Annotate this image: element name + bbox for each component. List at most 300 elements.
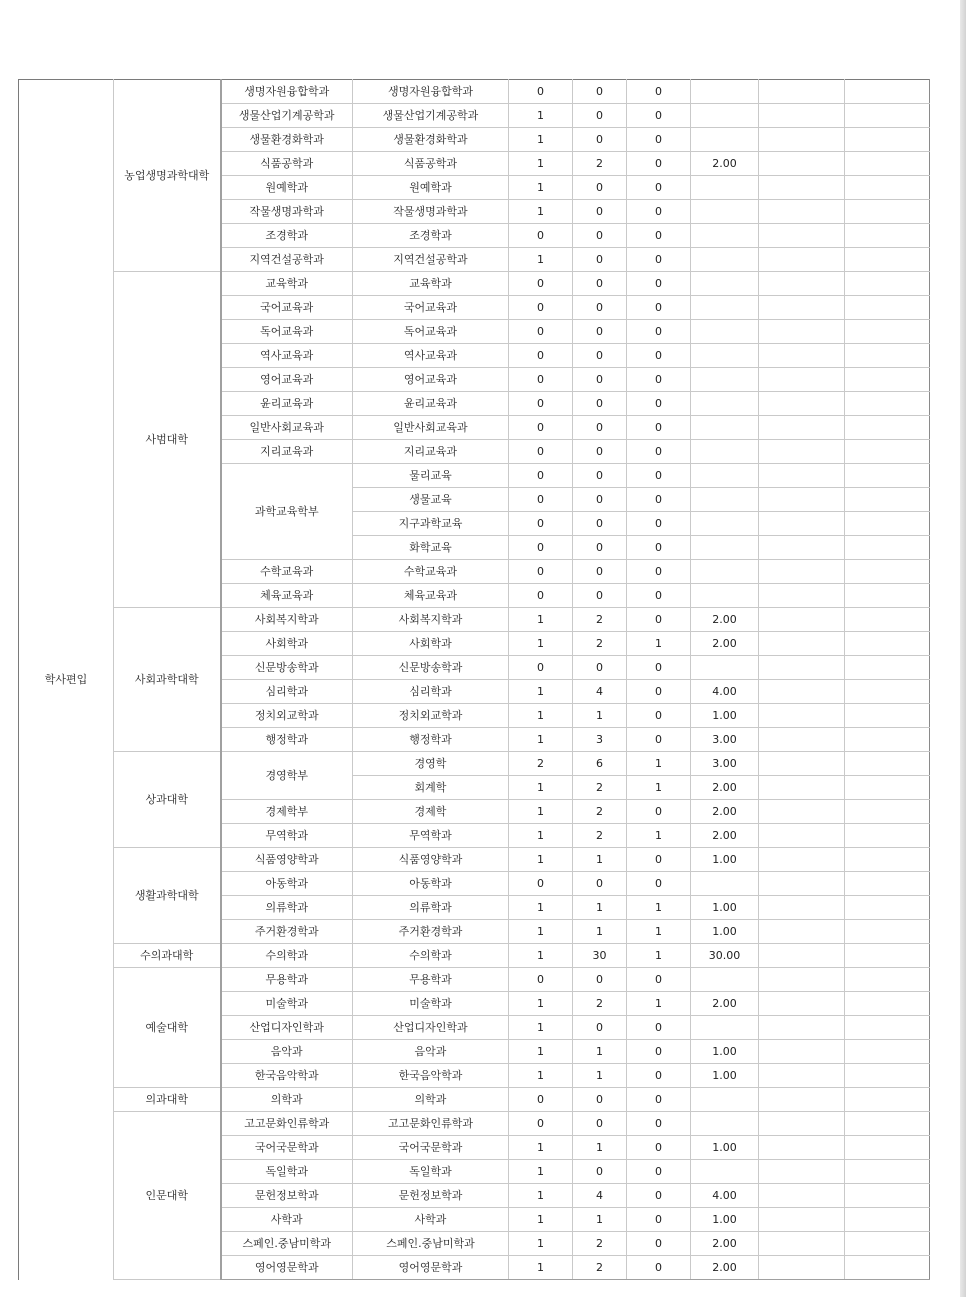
competition-ratio-cell	[691, 1016, 759, 1040]
quota-cell: 0	[509, 968, 573, 992]
major-cell: 신문방송학과	[353, 656, 509, 680]
major-cell: 식품공학과	[353, 152, 509, 176]
empty-cell	[845, 776, 930, 800]
quota-cell: 0	[509, 416, 573, 440]
competition-ratio-cell	[691, 320, 759, 344]
table-row	[19, 848, 930, 872]
empty-cell	[759, 536, 845, 560]
empty-cell	[845, 488, 930, 512]
empty-cell	[845, 296, 930, 320]
competition-ratio-cell	[691, 248, 759, 272]
empty-cell	[845, 440, 930, 464]
empty-cell	[845, 608, 930, 632]
major-cell: 지구과학교육	[353, 512, 509, 536]
passers-cell: 1	[627, 776, 691, 800]
department-cell: 의학과	[221, 1088, 353, 1112]
department-cell: 의류학과	[221, 896, 353, 920]
quota-cell: 1	[509, 1040, 573, 1064]
empty-cell	[759, 800, 845, 824]
competition-ratio-cell	[691, 80, 759, 104]
major-cell: 의류학과	[353, 896, 509, 920]
passers-cell: 0	[627, 296, 691, 320]
passers-cell: 1	[627, 920, 691, 944]
quota-cell: 0	[509, 368, 573, 392]
competition-ratio-cell: 3.00	[691, 752, 759, 776]
applicants-cell: 0	[573, 200, 627, 224]
department-cell: 정치외교학과	[221, 704, 353, 728]
empty-cell	[759, 392, 845, 416]
quota-cell: 0	[509, 536, 573, 560]
empty-cell	[759, 176, 845, 200]
applicants-cell: 0	[573, 80, 627, 104]
college-cell: 인문대학	[114, 1112, 221, 1280]
applicants-cell: 0	[573, 1112, 627, 1136]
applicants-cell: 2	[573, 608, 627, 632]
department-cell: 경제학부	[221, 800, 353, 824]
quota-cell: 1	[509, 896, 573, 920]
empty-cell	[759, 560, 845, 584]
passers-cell: 0	[627, 608, 691, 632]
quota-cell: 0	[509, 656, 573, 680]
competition-ratio-cell: 1.00	[691, 920, 759, 944]
table-row	[19, 80, 930, 104]
applicants-cell: 6	[573, 752, 627, 776]
passers-cell: 0	[627, 560, 691, 584]
empty-cell	[759, 1088, 845, 1112]
empty-cell	[759, 200, 845, 224]
applicants-cell: 0	[573, 656, 627, 680]
competition-ratio-cell	[691, 272, 759, 296]
empty-cell	[845, 824, 930, 848]
department-cell: 사회복지학과	[221, 608, 353, 632]
passers-cell: 0	[627, 1112, 691, 1136]
department-cell: 경영학부	[221, 752, 353, 800]
department-cell: 독어교육과	[221, 320, 353, 344]
empty-cell	[759, 632, 845, 656]
passers-cell: 0	[627, 1208, 691, 1232]
competition-ratio-cell	[691, 512, 759, 536]
empty-cell	[759, 416, 845, 440]
passers-cell: 0	[627, 968, 691, 992]
empty-cell	[845, 632, 930, 656]
passers-cell: 0	[627, 728, 691, 752]
passers-cell: 0	[627, 1256, 691, 1280]
major-cell: 조경학과	[353, 224, 509, 248]
department-cell: 사회학과	[221, 632, 353, 656]
passers-cell: 1	[627, 944, 691, 968]
major-cell: 독어교육과	[353, 320, 509, 344]
quota-cell: 0	[509, 344, 573, 368]
passers-cell: 0	[627, 704, 691, 728]
applicants-cell: 0	[573, 488, 627, 512]
empty-cell	[759, 896, 845, 920]
competition-ratio-cell	[691, 224, 759, 248]
quota-cell: 0	[509, 1112, 573, 1136]
empty-cell	[759, 680, 845, 704]
department-cell: 음악과	[221, 1040, 353, 1064]
table-row	[19, 752, 930, 776]
empty-cell	[759, 368, 845, 392]
passers-cell: 0	[627, 368, 691, 392]
empty-cell	[759, 728, 845, 752]
competition-ratio-cell	[691, 344, 759, 368]
quota-cell: 2	[509, 752, 573, 776]
empty-cell	[759, 968, 845, 992]
major-cell: 사회학과	[353, 632, 509, 656]
empty-cell	[759, 440, 845, 464]
major-cell: 영어교육과	[353, 368, 509, 392]
department-cell: 영어교육과	[221, 368, 353, 392]
empty-cell	[759, 752, 845, 776]
table-row	[19, 608, 930, 632]
quota-cell: 1	[509, 200, 573, 224]
passers-cell: 0	[627, 1064, 691, 1088]
empty-cell	[845, 416, 930, 440]
applicants-cell: 2	[573, 152, 627, 176]
quota-cell: 0	[509, 872, 573, 896]
major-cell: 행정학과	[353, 728, 509, 752]
quota-cell: 1	[509, 824, 573, 848]
empty-cell	[845, 344, 930, 368]
college-cell: 사범대학	[114, 272, 221, 608]
department-cell: 고고문화인류학과	[221, 1112, 353, 1136]
quota-cell: 1	[509, 680, 573, 704]
quota-cell: 1	[509, 608, 573, 632]
passers-cell: 0	[627, 872, 691, 896]
passers-cell: 0	[627, 200, 691, 224]
competition-ratio-cell	[691, 200, 759, 224]
major-cell: 체육교육과	[353, 584, 509, 608]
applicants-cell: 30	[573, 944, 627, 968]
department-cell: 문헌정보학과	[221, 1184, 353, 1208]
empty-cell	[845, 704, 930, 728]
major-cell: 생물교육	[353, 488, 509, 512]
major-cell: 사회복지학과	[353, 608, 509, 632]
department-cell: 주거환경학과	[221, 920, 353, 944]
major-cell: 스페인.중남미학과	[353, 1232, 509, 1256]
department-cell: 신문방송학과	[221, 656, 353, 680]
table-row	[19, 1088, 930, 1112]
major-cell: 무역학과	[353, 824, 509, 848]
applicants-cell: 0	[573, 584, 627, 608]
quota-cell: 0	[509, 464, 573, 488]
passers-cell: 0	[627, 80, 691, 104]
college-cell: 농업생명과학대학	[114, 80, 221, 272]
passers-cell: 0	[627, 1016, 691, 1040]
empty-cell	[845, 848, 930, 872]
department-cell: 지리교육과	[221, 440, 353, 464]
empty-cell	[845, 896, 930, 920]
passers-cell: 0	[627, 416, 691, 440]
empty-cell	[845, 728, 930, 752]
department-cell: 아동학과	[221, 872, 353, 896]
major-cell: 지역건설공학과	[353, 248, 509, 272]
competition-ratio-cell: 1.00	[691, 704, 759, 728]
admissions-table	[18, 79, 930, 1280]
department-cell: 생명자원융합학과	[221, 80, 353, 104]
competition-ratio-cell: 2.00	[691, 152, 759, 176]
major-cell: 국어국문학과	[353, 1136, 509, 1160]
page-edge-shadow	[960, 0, 966, 1297]
empty-cell	[759, 656, 845, 680]
passers-cell: 0	[627, 152, 691, 176]
competition-ratio-cell	[691, 176, 759, 200]
competition-ratio-cell	[691, 416, 759, 440]
applicants-cell: 0	[573, 464, 627, 488]
competition-ratio-cell	[691, 104, 759, 128]
quota-cell: 0	[509, 560, 573, 584]
empty-cell	[845, 1184, 930, 1208]
competition-ratio-cell	[691, 1088, 759, 1112]
table-row	[19, 968, 930, 992]
empty-cell	[759, 848, 845, 872]
passers-cell: 0	[627, 272, 691, 296]
applicants-cell: 0	[573, 104, 627, 128]
table-row	[19, 1112, 930, 1136]
passers-cell: 0	[627, 464, 691, 488]
department-cell: 지역건설공학과	[221, 248, 353, 272]
department-cell: 국어국문학과	[221, 1136, 353, 1160]
quota-cell: 0	[509, 584, 573, 608]
empty-cell	[759, 944, 845, 968]
applicants-cell: 2	[573, 992, 627, 1016]
applicants-cell: 0	[573, 560, 627, 584]
applicants-cell: 2	[573, 1256, 627, 1280]
passers-cell: 0	[627, 848, 691, 872]
empty-cell	[759, 920, 845, 944]
empty-cell	[845, 920, 930, 944]
major-cell: 무용학과	[353, 968, 509, 992]
department-cell: 역사교육과	[221, 344, 353, 368]
empty-cell	[759, 464, 845, 488]
department-cell: 영어영문학과	[221, 1256, 353, 1280]
applicants-cell: 2	[573, 824, 627, 848]
empty-cell	[759, 872, 845, 896]
passers-cell: 0	[627, 1232, 691, 1256]
applicants-cell: 0	[573, 272, 627, 296]
major-cell: 경영학	[353, 752, 509, 776]
applicants-cell: 1	[573, 704, 627, 728]
empty-cell	[845, 752, 930, 776]
competition-ratio-cell	[691, 536, 759, 560]
quota-cell: 1	[509, 800, 573, 824]
quota-cell: 1	[509, 1136, 573, 1160]
applicants-cell: 0	[573, 296, 627, 320]
empty-cell	[759, 128, 845, 152]
empty-cell	[759, 320, 845, 344]
major-cell: 산업디자인학과	[353, 1016, 509, 1040]
applicants-cell: 1	[573, 1136, 627, 1160]
empty-cell	[845, 584, 930, 608]
empty-cell	[759, 344, 845, 368]
department-cell: 스페인.중남미학과	[221, 1232, 353, 1256]
quota-cell: 1	[509, 632, 573, 656]
empty-cell	[845, 1016, 930, 1040]
applicants-cell: 0	[573, 176, 627, 200]
competition-ratio-cell: 1.00	[691, 1064, 759, 1088]
passers-cell: 0	[627, 128, 691, 152]
college-cell: 사회과학대학	[114, 608, 221, 752]
competition-ratio-cell: 30.00	[691, 944, 759, 968]
empty-cell	[759, 1184, 845, 1208]
passers-cell: 0	[627, 176, 691, 200]
major-cell: 영어영문학과	[353, 1256, 509, 1280]
competition-ratio-cell: 1.00	[691, 1136, 759, 1160]
table-row	[19, 272, 930, 296]
major-cell: 식품영양학과	[353, 848, 509, 872]
major-cell: 정치외교학과	[353, 704, 509, 728]
major-cell: 국어교육과	[353, 296, 509, 320]
empty-cell	[759, 296, 845, 320]
empty-cell	[759, 152, 845, 176]
major-cell: 주거환경학과	[353, 920, 509, 944]
applicants-cell: 2	[573, 776, 627, 800]
competition-ratio-cell	[691, 464, 759, 488]
empty-cell	[759, 704, 845, 728]
applicants-cell: 0	[573, 968, 627, 992]
competition-ratio-cell	[691, 296, 759, 320]
applicants-cell: 0	[573, 224, 627, 248]
empty-cell	[845, 1256, 930, 1280]
quota-cell: 0	[509, 512, 573, 536]
quota-cell: 1	[509, 848, 573, 872]
major-cell: 화학교육	[353, 536, 509, 560]
empty-cell	[759, 1136, 845, 1160]
quota-cell: 1	[509, 992, 573, 1016]
department-cell: 심리학과	[221, 680, 353, 704]
major-cell: 아동학과	[353, 872, 509, 896]
empty-cell	[759, 776, 845, 800]
empty-cell	[759, 224, 845, 248]
passers-cell: 0	[627, 488, 691, 512]
quota-cell: 1	[509, 1016, 573, 1040]
empty-cell	[759, 272, 845, 296]
department-cell: 조경학과	[221, 224, 353, 248]
applicants-cell: 0	[573, 1160, 627, 1184]
empty-cell	[759, 248, 845, 272]
quota-cell: 1	[509, 104, 573, 128]
passers-cell: 0	[627, 224, 691, 248]
passers-cell: 0	[627, 1136, 691, 1160]
passers-cell: 1	[627, 632, 691, 656]
passers-cell: 0	[627, 248, 691, 272]
quota-cell: 1	[509, 920, 573, 944]
admissions-table-container	[18, 79, 930, 1280]
passers-cell: 0	[627, 1160, 691, 1184]
passers-cell: 1	[627, 824, 691, 848]
empty-cell	[759, 1040, 845, 1064]
department-cell: 일반사회교육과	[221, 416, 353, 440]
empty-cell	[845, 992, 930, 1016]
competition-ratio-cell: 1.00	[691, 896, 759, 920]
empty-cell	[845, 536, 930, 560]
department-cell: 작물생명과학과	[221, 200, 353, 224]
major-cell: 생명자원융합학과	[353, 80, 509, 104]
empty-cell	[845, 1040, 930, 1064]
college-cell: 예술대학	[114, 968, 221, 1088]
competition-ratio-cell: 1.00	[691, 848, 759, 872]
empty-cell	[845, 464, 930, 488]
quota-cell: 1	[509, 176, 573, 200]
empty-cell	[759, 488, 845, 512]
empty-cell	[845, 176, 930, 200]
empty-cell	[759, 1064, 845, 1088]
empty-cell	[845, 1160, 930, 1184]
competition-ratio-cell: 2.00	[691, 992, 759, 1016]
college-cell: 상과대학	[114, 752, 221, 848]
quota-cell: 0	[509, 320, 573, 344]
quota-cell: 1	[509, 704, 573, 728]
empty-cell	[845, 968, 930, 992]
competition-ratio-cell: 2.00	[691, 632, 759, 656]
applicants-cell: 2	[573, 800, 627, 824]
quota-cell: 0	[509, 488, 573, 512]
quota-cell: 1	[509, 944, 573, 968]
major-cell: 회계학	[353, 776, 509, 800]
applicants-cell: 0	[573, 1088, 627, 1112]
applicants-cell: 4	[573, 680, 627, 704]
major-cell: 물리교육	[353, 464, 509, 488]
quota-cell: 1	[509, 1064, 573, 1088]
competition-ratio-cell: 2.00	[691, 800, 759, 824]
empty-cell	[845, 224, 930, 248]
applicants-cell: 0	[573, 128, 627, 152]
major-cell: 지리교육과	[353, 440, 509, 464]
quota-cell: 0	[509, 392, 573, 416]
empty-cell	[845, 872, 930, 896]
competition-ratio-cell	[691, 488, 759, 512]
department-cell: 수의학과	[221, 944, 353, 968]
competition-ratio-cell	[691, 128, 759, 152]
department-cell: 체육교육과	[221, 584, 353, 608]
table-row	[19, 944, 930, 968]
quota-cell: 0	[509, 1088, 573, 1112]
department-cell: 원예학과	[221, 176, 353, 200]
competition-ratio-cell: 2.00	[691, 1232, 759, 1256]
empty-cell	[759, 512, 845, 536]
empty-cell	[845, 200, 930, 224]
applicants-cell: 0	[573, 872, 627, 896]
quota-cell: 0	[509, 440, 573, 464]
competition-ratio-cell	[691, 560, 759, 584]
empty-cell	[845, 80, 930, 104]
competition-ratio-cell	[691, 968, 759, 992]
quota-cell: 1	[509, 152, 573, 176]
major-cell: 원예학과	[353, 176, 509, 200]
passers-cell: 0	[627, 1184, 691, 1208]
competition-ratio-cell	[691, 440, 759, 464]
applicants-cell: 0	[573, 416, 627, 440]
major-cell: 의학과	[353, 1088, 509, 1112]
quota-cell: 1	[509, 776, 573, 800]
department-cell: 국어교육과	[221, 296, 353, 320]
competition-ratio-cell	[691, 1160, 759, 1184]
department-cell: 행정학과	[221, 728, 353, 752]
passers-cell: 0	[627, 656, 691, 680]
college-cell: 생활과학대학	[114, 848, 221, 944]
applicants-cell: 2	[573, 1232, 627, 1256]
major-cell: 심리학과	[353, 680, 509, 704]
department-cell: 식품영양학과	[221, 848, 353, 872]
competition-ratio-cell	[691, 656, 759, 680]
empty-cell	[845, 320, 930, 344]
applicants-cell: 0	[573, 536, 627, 560]
quota-cell: 0	[509, 272, 573, 296]
applicants-cell: 1	[573, 896, 627, 920]
empty-cell	[759, 608, 845, 632]
department-cell: 사학과	[221, 1208, 353, 1232]
empty-cell	[759, 1232, 845, 1256]
